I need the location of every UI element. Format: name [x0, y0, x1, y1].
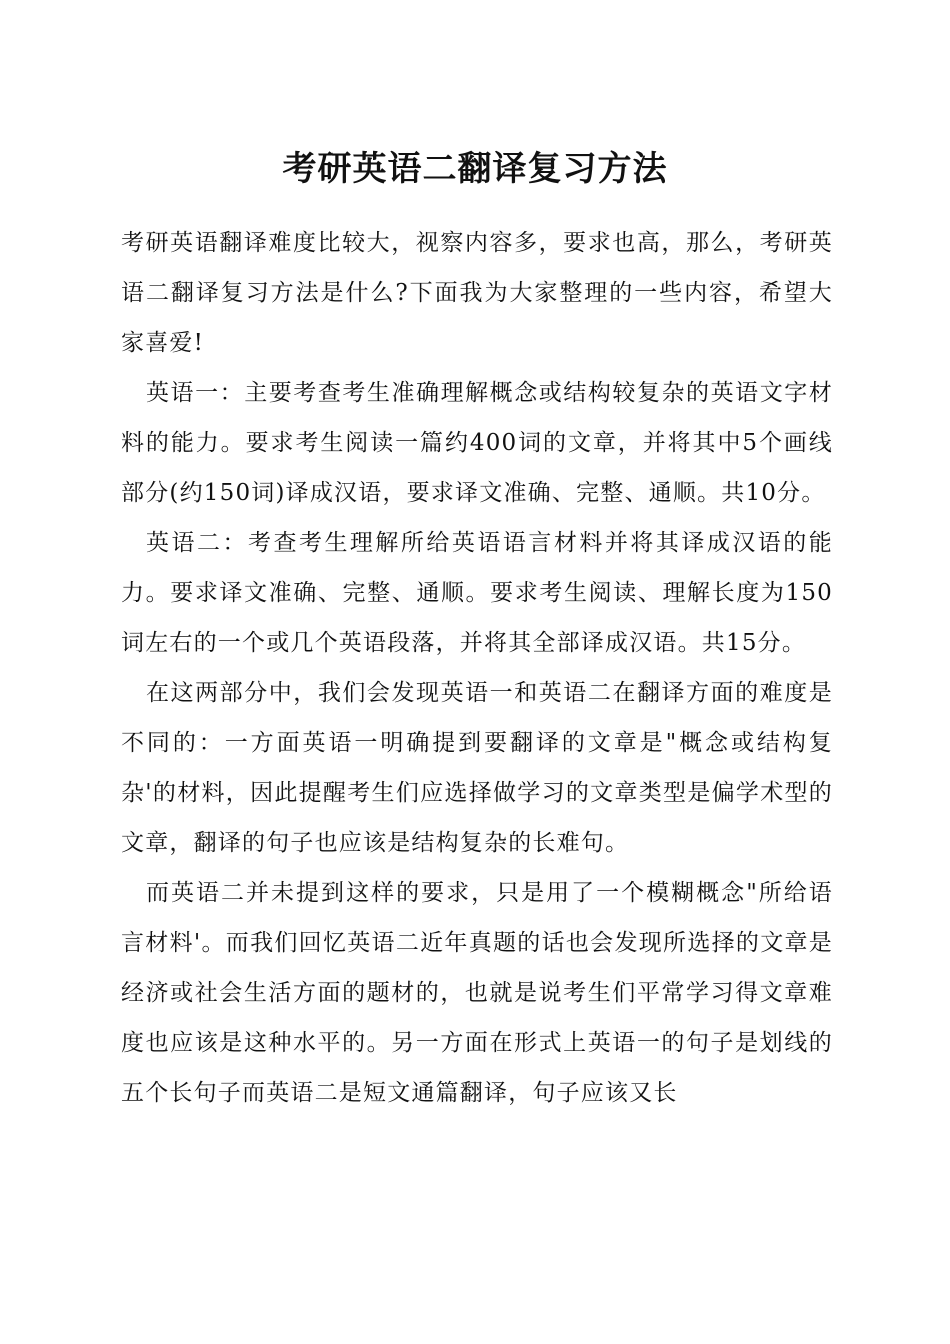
- paragraph-comparison: 在这两部分中，我们会发现英语一和英语二在翻译方面的难度是不同的：一方面英语一明确提到要翻译的文章是"概念或结构复杂'的材料，因此提醒考生们应选择做学习的文章类型是偏学术型的文章，翻译的句子也应该是结构复杂的长难句。: [121, 680, 833, 856]
- paragraph-english-two-details: 而英语二并未提到这样的要求，只是用了一个模糊概念"所给语言材料'。而我们回忆英语二近年真题的话也会发现所选择的文章是经济或社会生活方面的题材的，也就是说考生们平常学习得文章难度也应该是这种水平的。另一方面在形式上英语一的句子是划线的五个长句子而英语二是短文通篇翻译，句子应该又长: [121, 880, 833, 1106]
- paragraph-intro: 考研英语翻译难度比较大，视察内容多，要求也高，那么，考研英语二翻译复习方法是什么?下面我为大家整理的一些内容，希望大家喜爱!: [121, 230, 833, 356]
- paragraph-english-two: 英语二：考查考生理解所给英语语言材料并将其译成汉语的能力。要求译文准确、完整、通顺。要求考生阅读、理解长度为150词左右的一个或几个英语段落，并将其全部译成汉语。共15分。: [121, 530, 833, 656]
- paragraph-english-one: 英语一：主要考查考生准确理解概念或结构较复杂的英语文字材料的能力。要求考生阅读一篇约400词的文章，并将其中5个画线部分(约150词)译成汉语，要求译文准确、完整、通顺。共10分。: [121, 380, 833, 506]
- document-title: 考研英语二翻译复习方法: [282, 149, 668, 189]
- document-body: [121, 218, 833, 1118]
